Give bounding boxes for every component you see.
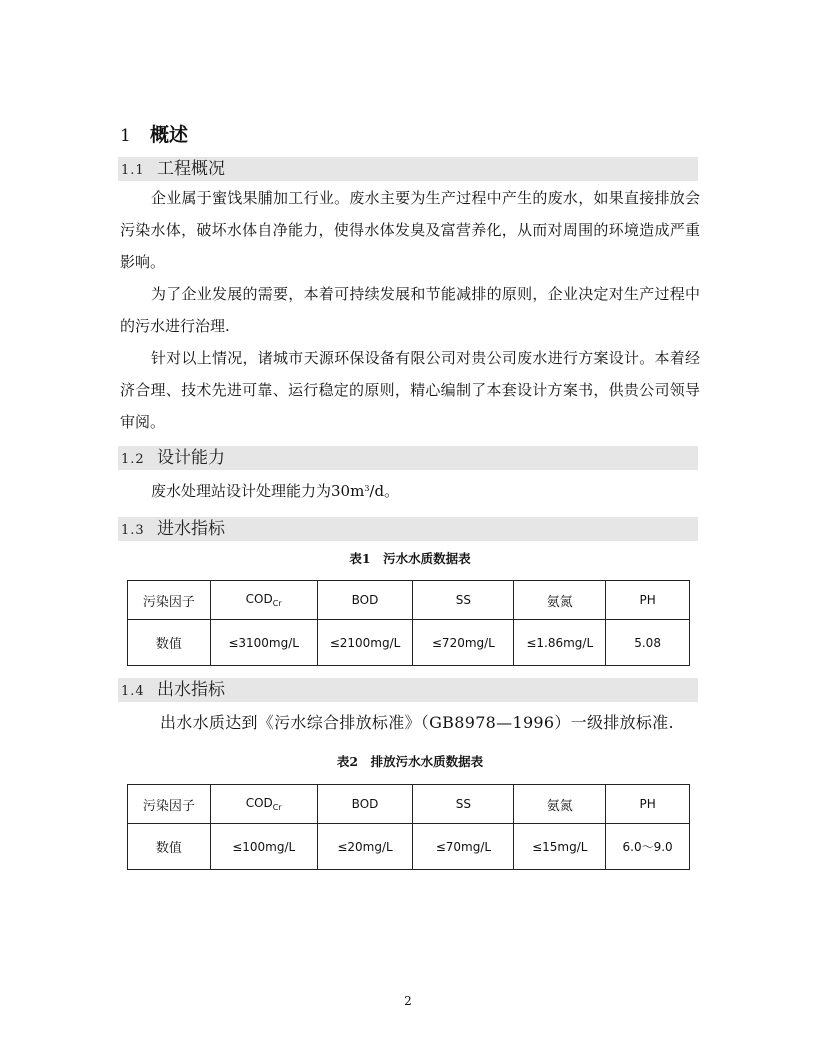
section-heading-1-1 (118, 157, 698, 181)
page-number: 2 (404, 994, 412, 1008)
header-cell: 污染因子 (128, 581, 211, 620)
value-cell: ≤2100mg/L (317, 620, 413, 666)
section-number: 1.1 (121, 163, 145, 178)
chapter-number: 1 (120, 126, 131, 146)
section-number: 1.2 (121, 452, 145, 467)
capacity-text: 废水处理站设计处理能力为$30m^3/d$。 (151, 482, 400, 500)
table-header-row (128, 785, 690, 824)
section-heading-1-2 (118, 446, 698, 470)
table-2-caption: 表2 排放污水水质数据表 (336, 754, 484, 769)
header-cell: BOD (317, 581, 413, 620)
section-heading-1-3 (118, 517, 698, 541)
section-heading-1-4 (118, 678, 698, 702)
value-cell: ≤1.86mg/L (514, 620, 606, 666)
influent-quality-table (127, 580, 690, 666)
table-value-row (128, 824, 690, 870)
header-cell: SS (413, 581, 514, 620)
section-number: 1.4 (121, 684, 145, 699)
header-cell: 氨氮 (514, 785, 606, 824)
section-title: 工程概况 (157, 159, 225, 179)
header-cell: 氨氮 (514, 581, 606, 620)
table-value-row (128, 620, 690, 666)
header-cell: PH (606, 581, 690, 620)
effluent-quality-table (127, 784, 690, 870)
value-cell: 数值 (128, 620, 211, 666)
value-cell: ≤20mg/L (317, 824, 413, 870)
section-number: 1.3 (121, 523, 145, 538)
chapter-title: 概述 (150, 124, 189, 146)
table-header-row (128, 581, 690, 620)
header-cell-cod: $COD_{Cr}$ (210, 785, 317, 824)
section-title: 出水指标 (157, 680, 225, 700)
header-cell: BOD (317, 785, 413, 824)
value-cell: ≤15mg/L (514, 824, 606, 870)
header-cell-cod: $COD_{Cr}$ (210, 581, 317, 620)
value-cell: ≤70mg/L (413, 824, 514, 870)
value-cell: ≤100mg/L (210, 824, 317, 870)
section-title: 设计能力 (157, 448, 225, 468)
value-cell: ≤3100mg/L (210, 620, 317, 666)
header-cell: 污染因子 (128, 785, 211, 824)
section-title: 进水指标 (157, 519, 225, 539)
value-cell: 5.08 (606, 620, 690, 666)
header-cell: SS (413, 785, 514, 824)
overview-paragraph-1: 企业属于蜜饯果脯加工行业。废水主要为生产过程中产生的废水，如果直接排放会污染水体，破坏水体自净能力，使得水体发臭及富营养化，从而对周围的环境造成严重影响。 (120, 189, 700, 271)
value-cell: 数值 (128, 824, 211, 870)
chapter-heading (120, 122, 700, 148)
overview-paragraph-3: 针对以上情况，诸城市天源环保设备有限公司对贵公司废水进行方案设计。本着经济合理、技术先进可靠、运行稳定的原则，精心编制了本套设计方案书，供贵公司领导审阅。 (120, 349, 700, 431)
outflow-standard-text: 出水水质达到《污水综合排放标准》（GB8978—1996）一级排放标准. (160, 713, 674, 732)
overview-paragraph-2: 为了企业发展的需要，本着可持续发展和节能减排的原则，企业决定对生产过程中的污水进行治理. (120, 285, 700, 335)
value-cell: ≤720mg/L (413, 620, 514, 666)
table-1-caption: 表1 污水水质数据表 (349, 551, 471, 566)
header-cell: PH (606, 785, 690, 824)
value-cell: 6.0～9.0 (606, 824, 690, 870)
